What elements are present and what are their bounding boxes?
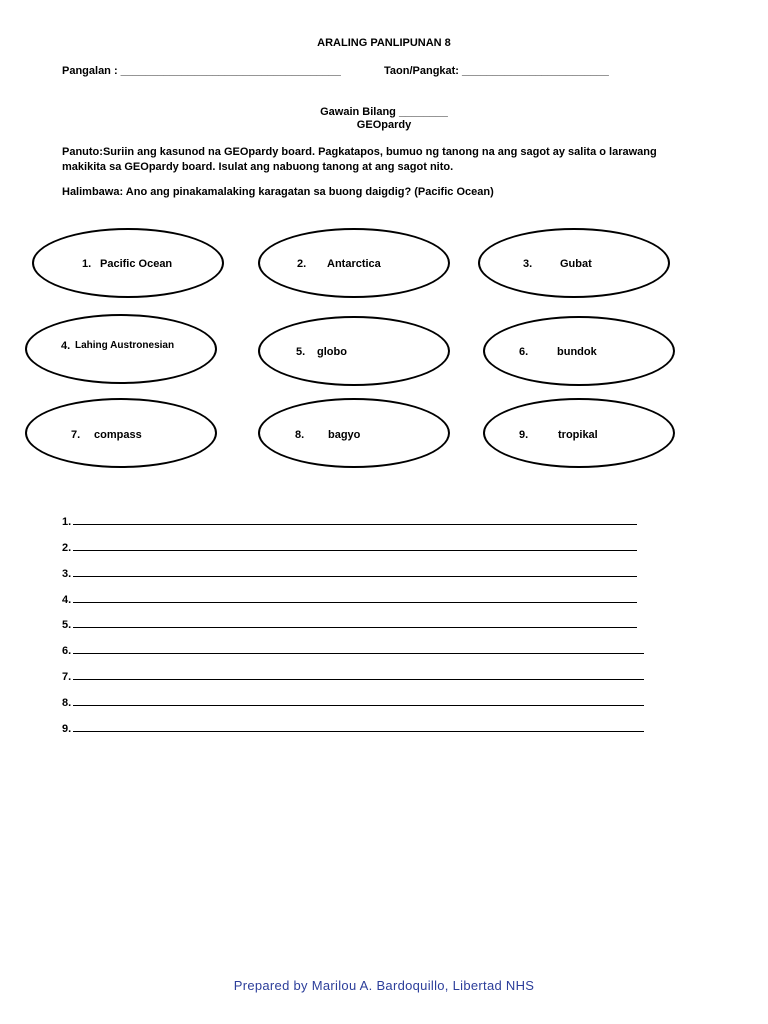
answer-number: 4. xyxy=(62,594,72,606)
answer-number: 5. xyxy=(62,619,72,631)
answer-number: 6. xyxy=(62,645,72,657)
board-answer: Gubat xyxy=(560,258,592,270)
answer-number: 1. xyxy=(62,516,72,528)
answer-line-6 xyxy=(62,644,644,657)
answer-blank xyxy=(73,567,637,577)
board-number: 3. xyxy=(523,258,533,270)
answer-blank xyxy=(73,593,637,603)
worksheet-title: ARALING PANLIPUNAN 8 xyxy=(317,37,451,49)
board-number: 7. xyxy=(71,429,81,441)
answer-line-1 xyxy=(62,515,637,528)
board-number: 2. xyxy=(297,258,307,270)
instructions-text: Panuto:Suriin ang kasunod na GEOpardy board. Pagkatapos, bumuo ng tanong na ang sagot ay salita o larawang makikita sa GEOpardy board. Isulat ang nabuong tanong at ang sagot nito. xyxy=(62,146,657,173)
answer-number: 2. xyxy=(62,542,72,554)
answer-number: 3. xyxy=(62,568,72,580)
board-answer: Lahing Austronesian xyxy=(75,340,175,351)
board-number: 5. xyxy=(296,346,306,358)
board-answer: globo xyxy=(317,346,347,358)
answer-line-4 xyxy=(62,593,637,606)
answer-blank xyxy=(73,696,644,706)
answer-blank xyxy=(73,618,637,628)
example-text: Halimbawa: Ano ang pinakamalaking karagatan sa buong daigdig? (Pacific Ocean) xyxy=(62,186,494,198)
answer-line-5 xyxy=(62,618,637,631)
answer-blank xyxy=(73,644,644,654)
answer-line-2 xyxy=(62,541,637,554)
grade-section-field-label: Taon/Pangkat: ________________________ xyxy=(384,65,609,77)
board-answer: Pacific Ocean xyxy=(100,258,173,270)
board-number: 6. xyxy=(519,346,529,358)
board-oval-4 xyxy=(25,314,217,384)
board-oval-9 xyxy=(483,398,675,468)
board-answer: bundok xyxy=(557,346,597,358)
activity-title: GEOpardy xyxy=(356,119,412,131)
answer-number: 8. xyxy=(62,697,72,709)
board-oval-5 xyxy=(258,316,450,386)
board-oval-6 xyxy=(483,316,675,386)
answer-blank xyxy=(73,541,637,551)
answer-blank xyxy=(73,670,644,680)
board-answer: Antarctica xyxy=(327,258,381,270)
answer-line-9 xyxy=(62,722,644,735)
board-oval-2 xyxy=(258,228,450,298)
board-answer: bagyo xyxy=(328,429,361,441)
board-number: 9. xyxy=(519,429,529,441)
board-oval-3 xyxy=(478,228,670,298)
board-oval-1 xyxy=(32,228,224,298)
board-answer: tropikal xyxy=(558,429,598,441)
board-number: 1. xyxy=(82,258,92,270)
footer-credit: Prepared by Marilou A. Bardoquillo, Libertad NHS xyxy=(233,978,535,993)
board-oval-8 xyxy=(258,398,450,468)
answer-blank xyxy=(73,722,644,732)
name-field-label: Pangalan : ____________________________________ xyxy=(62,65,341,77)
answer-blank xyxy=(73,515,637,525)
board-number: 4. xyxy=(61,340,71,352)
board-number: 8. xyxy=(295,429,305,441)
answer-number: 7. xyxy=(62,671,72,683)
board-oval-7 xyxy=(25,398,217,468)
activity-number-label: Gawain Bilang ________ xyxy=(320,106,448,118)
answer-line-8 xyxy=(62,696,644,709)
answer-line-3 xyxy=(62,567,637,580)
answer-line-7 xyxy=(62,670,644,683)
answer-number: 9. xyxy=(62,723,72,735)
board-answer: compass xyxy=(94,429,142,441)
